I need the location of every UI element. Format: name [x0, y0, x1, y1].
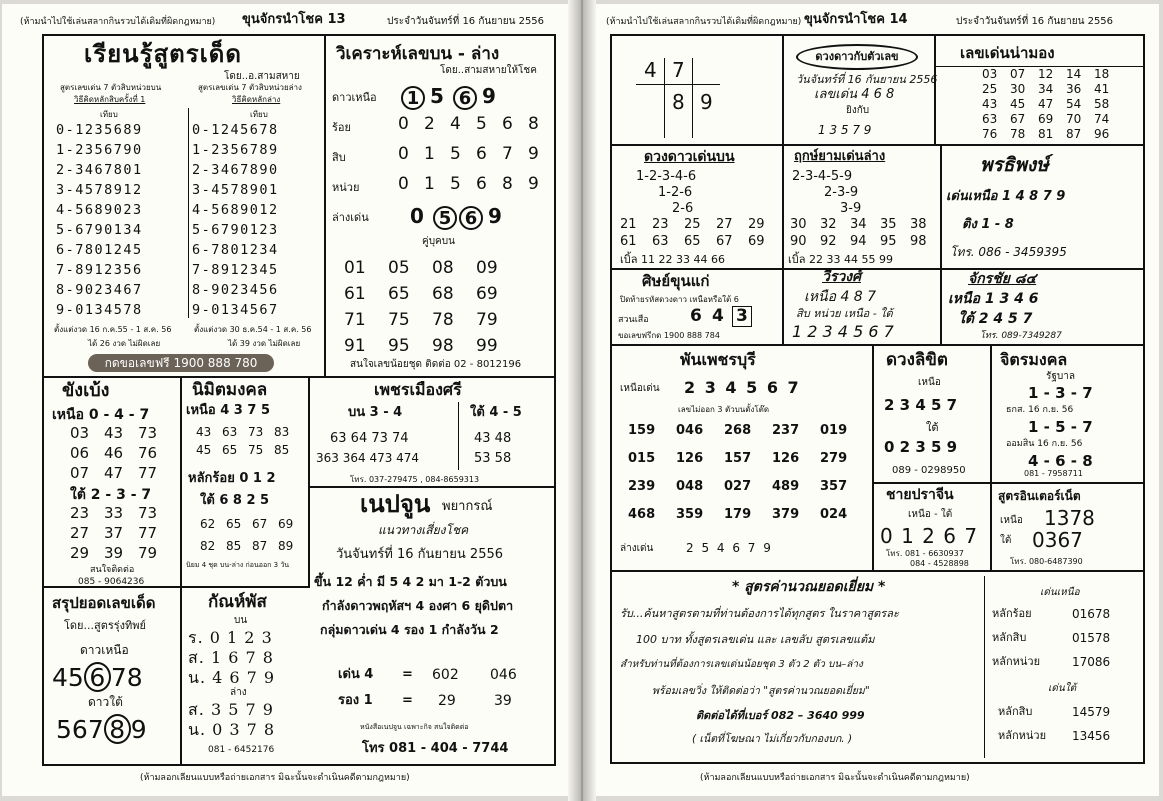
wikro-pair: 65	[388, 284, 410, 304]
chai-title: ชายปราจีน	[886, 487, 954, 503]
kang-number: 43	[104, 424, 124, 442]
duangdao-number: 63	[652, 234, 669, 249]
pun-number: 357	[820, 479, 848, 494]
srup-bottom-value: 567 8 9	[56, 715, 147, 744]
riean-title: เรียนรู้สูตรเด็ด	[84, 40, 242, 68]
riean-col1-row: 1-2356790	[56, 142, 143, 158]
kang-number: 76	[138, 444, 158, 462]
wikro-pair: 09	[476, 258, 498, 278]
pun-number: 126	[676, 451, 704, 466]
kang-number: 23	[70, 504, 90, 522]
kang-number: 37	[104, 524, 124, 542]
kan-title: กัณห์พัส	[208, 592, 267, 612]
wikro-digit: 5	[476, 114, 487, 134]
riean-col1-row: 9-0134578	[56, 302, 143, 318]
lekden-number: 18	[1094, 67, 1110, 81]
free-number-badge: กดขอเลขฟรี 1900 888 780	[88, 354, 274, 372]
riean-col1-row: 7-8912356	[56, 262, 143, 278]
riean-col2-row: 6-7801234	[192, 242, 279, 258]
lekden-number: 14	[1066, 67, 1082, 81]
lekden-number: 07	[1010, 67, 1026, 81]
duangdao-number: 67	[716, 234, 733, 249]
nimit-title: นิมิตมงคล	[192, 380, 268, 400]
kan-row: ส. 3 5 7 9	[188, 700, 274, 719]
srup-top-value: 45 6 78	[52, 663, 143, 692]
jitmong-title: จิตรมงคล	[1000, 350, 1068, 369]
duangdao-title: ดวงดาวเด่นบน	[644, 149, 735, 165]
pun-number: 489	[772, 479, 800, 494]
riean-col1-row: 6-7801245	[56, 242, 143, 258]
likhit-title: ดวงลิขิต	[886, 350, 948, 370]
wikro-digit: 5	[450, 144, 461, 164]
nimit-number: 43	[196, 425, 212, 439]
pun-number: 126	[772, 451, 800, 466]
nimit-number: 87	[252, 539, 268, 553]
wikro-pair: 78	[432, 310, 454, 330]
riean-col2-row: 2-3467890	[192, 162, 279, 178]
lekden-number: 78	[1010, 127, 1026, 141]
left-date: ประจำวันจันทร์ที่ 16 กันยายน 2556	[387, 16, 545, 27]
riean-col1-row: 0-1235689	[56, 122, 143, 138]
wikro-digit: 7	[502, 144, 513, 164]
sit-title: ศิษย์ขุนแก่	[642, 272, 710, 290]
nimit-number: 89	[278, 539, 294, 553]
nimit-number: 65	[222, 443, 238, 457]
wikro-digit: 6	[476, 144, 487, 164]
wikro-pair: 79	[476, 310, 498, 330]
lekden-number: 41	[1094, 82, 1110, 96]
book-spine	[568, 0, 596, 801]
ruek-number: 38	[910, 217, 927, 232]
duangdao-number: 61	[620, 234, 637, 249]
wikro-digit: 2	[424, 114, 435, 134]
wikro-digit: 6	[502, 114, 513, 134]
kang-number: 27	[70, 524, 90, 542]
wikro-digit: 0	[410, 204, 424, 228]
kang-number: 79	[138, 544, 158, 562]
ruek-number: 90	[790, 234, 807, 249]
lekden-number: 76	[982, 127, 998, 141]
pun-title: พันเพชรบุรี	[680, 350, 756, 369]
duangdao-number: 29	[748, 217, 765, 232]
lekden-number: 81	[1038, 127, 1054, 141]
wikro-title: วิเคราะห์เลขบน - ล่าง	[336, 44, 500, 64]
ruek-number: 98	[910, 234, 927, 249]
kang-title: ขังเบ้ง	[62, 380, 110, 401]
wikro-pair: 98	[432, 336, 454, 356]
wikro-pair: 61	[344, 284, 366, 304]
kang-number: 77	[138, 524, 158, 542]
kang-number: 39	[104, 544, 124, 562]
lekden-number: 96	[1094, 127, 1110, 141]
ruek-number: 94	[850, 234, 867, 249]
jak-title: จักรชัย ๘๔	[968, 271, 1037, 287]
riean-col1-row: 5-6790134	[56, 222, 143, 238]
nimit-number: 85	[226, 539, 242, 553]
left-footer: (ห้ามลอกเลียนแบบหรือถ่ายเอกสาร มิฉะนั้นจะดำเนินคดีตามกฎหมาย)	[140, 773, 410, 783]
pun-number: 024	[820, 507, 848, 522]
ad-title: * สูตรค่านวณยอดเยี่ยม *	[732, 579, 886, 595]
pun-number: 157	[724, 451, 752, 466]
nimit-number: 73	[248, 425, 264, 439]
pun-number: 159	[628, 423, 656, 438]
wikro-pair: 69	[476, 284, 498, 304]
wikro-pair: 01	[344, 258, 366, 278]
wikro-digit: 5	[430, 84, 444, 108]
wikro-digit: 9	[482, 84, 496, 108]
wikro-pair: 95	[388, 336, 410, 356]
wikro-pair: 05	[388, 258, 410, 278]
wikro-digit: 9	[528, 174, 539, 194]
wikro-digit: 9	[528, 144, 539, 164]
duangdao-number: 21	[620, 217, 637, 232]
pet-title: เพชรเมืองศรี	[374, 380, 462, 399]
srup-title: สรุปยอดเลขเด็ด	[52, 594, 156, 612]
nimit-number: 67	[252, 517, 268, 531]
lekden-number: 25	[982, 82, 998, 96]
riean-col2-row: 8-9023456	[192, 282, 279, 298]
ruek-number: 32	[820, 217, 837, 232]
pun-number: 379	[772, 507, 800, 522]
wikro-digit: 1	[424, 144, 435, 164]
wikro-digit: 5	[450, 174, 461, 194]
duangdao-number: 23	[652, 217, 669, 232]
wikro-digit: 1	[424, 174, 435, 194]
wikro-row-label: ร้อย	[332, 121, 351, 134]
nimit-number: 65	[226, 517, 242, 531]
riean-col2-row: 7-8912345	[192, 262, 279, 278]
wikro-pair: 08	[432, 258, 454, 278]
kang-number: 46	[104, 444, 124, 462]
nimit-number: 82	[200, 539, 216, 553]
wikro-digit: 0	[398, 144, 409, 164]
pun-number: 237	[772, 423, 800, 438]
ruek-number: 30	[790, 217, 807, 232]
nimit-number: 69	[278, 517, 294, 531]
riean-author: โดย..อ.สามสหาย	[224, 71, 300, 82]
wikro-digit: 4	[450, 114, 461, 134]
ruek-number: 92	[820, 234, 837, 249]
riean-col1-row: 2-3467801	[56, 162, 143, 178]
lekden-number: 03	[982, 67, 998, 81]
wikro-pair: 91	[344, 336, 366, 356]
riean-col1-row: 8-9023467	[56, 282, 143, 298]
lekden-number: 34	[1038, 82, 1054, 96]
pun-number: 019	[820, 423, 848, 438]
kang-number: 29	[70, 544, 90, 562]
right-footer: (ห้ามลอกเลียนแบบหรือถ่ายเอกสาร มิฉะนั้นจะดำเนินคดีตามกฎหมาย)	[700, 773, 970, 783]
lekden-number: 43	[982, 97, 998, 111]
nimit-number: 75	[248, 443, 264, 457]
wikro-digit: 0	[398, 114, 409, 134]
right-page: (ห้ามนำไปใช้เล่นสลากกินรวบได้เดิมที่ผิดกฎหมาย) ขุนจักรนำโชค 14 ประจำวันจันทร์ที่ 16 กันยายน 2556 4 7 8 9 ดวงดาวกับตัวเลข วันจันทร์ที่ 16 กันยายน 2556 เลขเด่น 4 6 8 ยิงกับ 1 3 5 7 9 เลขเด่นน่ามอง ดวงดาวเด่นบน 1-2-3-4-6 1-2-6 2-6 เบิ้ล 11 22 33 44 66 ฤกษ์ยามเด่นล่าง 2-3-4-5-9 2-3-9 3-9 เบิ้ล 22 33 44 55 99 พรธิพงษ์ เด่นเหนือ 1 4 8 7 9 ติง 1 - 8 โทร. 086 - 3459395 ศิษย์ขุนแก่ ปิดท้ายรหัสดวงดาว เหนือหรือใต้ 6 สวนเสือ 6 4 3 ขอเลขฟรีกด 1900 888 784 วีรวงศ์ เหนือ 4 8 7 สิบ หน่วย เหนือ - ใต้ 1 2 3 4 5 6 7 จักรชัย ๘๔ เหนือ 1 3 4 6 ใต้ 2 4 5 7 โทร. 089-7349287 พันเพชรบุรี เหนือเด่น 2 3 4 5 6 7 เลขไม่ออก 3 ตัวบนตั้งโต๊ด ล่างเด่น 2 5 4 6 7 9 ดวงลิขิต เหนือ 2 3 4 5 7 ใต้ 0 2 3 5 9 089 - 0298950 จิตรมงคล รัฐบาล 1 - 3 - 7 ธกส. 16 ก.ย. 56 1 - 5 - 7 ออมสิน 16 ก.ย. 56 4 - 6 - 8 081 - 7958711 ชายปราจีน เหนือ - ใต้ 0 1 2 6 7 โทร. 081 - 6630937 084 - 4528898 สูตรอินเตอร์เน็ต เหนือ 1378 ใต้ 0367 โทร. 080-6487390 * สูตรค่านวณยอดเยี่ยม * รับ...ค้นหาสูตรตามที่ท่านต้องการได้ทุกสูตร ในราคาสูตรละ 100 บาท ทั้งสูตรเลขเด่น และ เลขลับ สูตรเลขแต้ม สำหรับท่านที่ต้องการเลขเด่นน้อยชุด 3 ตัว 2 ตัว บน–ล่าง พร้อมเลขวิ่ง ให้ติดต่อว่า "สูตรค่านวณยอดเยี่ยม" ติดต่อได้ที่เบอร์ 082 – 3640 999 ( เน็ตที่โฆษณา ไม่เกี่ยวกับกองบก. ) เด่นเหนือ หลักร้อย 01678 หลักสิบ 01578 หลักหน่วย 17086 เด่นใต้ หลักสิบ 14579 หลักหน่วย 13456 (ห้ามลอกเลียนแบบหรือถ่ายเอกสาร มิฉะนั้นจะดำเนินคดีตามกฎหมาย) 03 07 12 14 18 25 30 34 36 41 43 45 47 54 58 63 67 69 70 74 76 78 81 87 96 21 23 25 27 29 61 63 65 67 69 30 32 34 35 38 90 92 94 95 98 159 046 268 237 019 015 126 157 126 279 239 048 027 489 357 468 359 179 379 024	[596, 4, 1159, 796]
wikro-digit: 0	[398, 174, 409, 194]
lekden-number: 67	[1010, 112, 1026, 126]
left-publication: ขุนจักรนำโชค 13	[242, 12, 346, 27]
sut-title: สูตรอินเตอร์เน็ต	[998, 489, 1081, 503]
lekden-number: 30	[1010, 82, 1026, 96]
kang-number: 06	[70, 444, 90, 462]
lekden-number: 54	[1066, 97, 1082, 111]
ruek-title: ฤกษ์ยามเด่นล่าง	[794, 149, 886, 164]
wikro-pair: 75	[388, 310, 410, 330]
riean-col2-row: 9-0134567	[192, 302, 279, 318]
pun-number: 179	[724, 507, 752, 522]
pun-number: 359	[676, 507, 704, 522]
wikro-pair: 71	[344, 310, 366, 330]
lekden-number: 58	[1094, 97, 1110, 111]
lekden-number: 12	[1038, 67, 1054, 81]
duang-title: ดวงดาวกับตัวเลข	[796, 44, 918, 70]
nimit-number: 85	[274, 443, 290, 457]
wikro-digit: 6	[453, 86, 477, 110]
pun-number: 268	[724, 423, 752, 438]
pun-number: 046	[676, 423, 704, 438]
pun-number: 015	[628, 451, 656, 466]
duangdao-number: 65	[684, 234, 701, 249]
kan-row: ร. 0 1 2 3	[188, 628, 273, 647]
wikro-pair: 99	[476, 336, 498, 356]
lekden-title: เลขเด่นน่ามอง	[960, 44, 1055, 62]
wikro-row-label: หน่วย	[332, 181, 360, 194]
duangdao-number: 69	[748, 234, 765, 249]
pun-number: 279	[820, 451, 848, 466]
duangdao-number: 25	[684, 217, 701, 232]
kang-number: 47	[104, 464, 124, 482]
kang-number: 73	[138, 504, 158, 522]
riean-col2-row: 0-1245678	[192, 122, 279, 138]
nepjun-title: เนปจูน	[360, 489, 431, 518]
kang-number: 73	[138, 424, 158, 442]
ruek-number: 34	[850, 217, 867, 232]
wikro-digit: 8	[502, 174, 513, 194]
lekden-number: 74	[1094, 112, 1110, 126]
wikro-digit: 6	[459, 206, 483, 230]
lekden-number: 36	[1066, 82, 1082, 96]
riean-col2-row: 4-5689012	[192, 202, 279, 218]
nimit-number: 45	[196, 443, 212, 457]
lekden-number: 70	[1066, 112, 1082, 126]
lekden-number: 87	[1066, 127, 1082, 141]
lekden-number: 69	[1038, 112, 1054, 126]
wirawong-title: วีรวงศ์	[822, 269, 861, 285]
wikro-row-label: ล่างเด่น	[332, 211, 369, 224]
wikro-row-label: ดาวเหนือ	[332, 91, 377, 104]
wikro-digit: 6	[476, 174, 487, 194]
wikro-pair: 68	[432, 284, 454, 304]
riean-col2-row: 5-6790123	[192, 222, 279, 238]
riean-col2-row: 3-4578901	[192, 182, 279, 198]
riean-col1-row: 4-5689023	[56, 202, 143, 218]
pun-number: 468	[628, 507, 656, 522]
kan-row: ส. 1 6 7 8	[188, 648, 274, 667]
ruek-number: 35	[880, 217, 897, 232]
nimit-number: 83	[274, 425, 290, 439]
pun-number: 027	[724, 479, 752, 494]
kan-row: น. 4 6 7 9	[188, 668, 276, 687]
number-grid: 4 7 8 9	[636, 58, 720, 138]
left-warning: (ห้ามนำไปใช้เล่นสลากกินรวบได้เดิมที่ผิดกฎหมาย)	[20, 17, 216, 27]
riean-col1-row: 3-4578912	[56, 182, 143, 198]
lekden-number: 45	[1010, 97, 1026, 111]
wikro-digit: 5	[433, 206, 457, 230]
lekden-number: 63	[982, 112, 998, 126]
kang-number: 33	[104, 504, 124, 522]
left-page: (ห้ามนำไปใช้เล่นสลากกินรวบได้เดิมที่ผิดกฎหมาย) ขุนจักรนำโชค 13 ประจำวันจันทร์ที่ 16 กันยายน 2556 เรียนรู้สูตรเด็ด โดย..อ.สามสหาย สูตรเลขเด่น 7 ตัวสิบหน่วยบน วิธีคิดหลักสิบครั้งที่ 1 สูตรเลขเด่น 7 ตัวสิบหน่วยล่าง วิธีคิดหลักล่าง เทียบ เทียบ ตั้งแต่งวด 16 ก.ค.55 - 1 ส.ค. 56 ได้ 26 งวด ไม่ผิดเลย ตั้งแต่งวด 30 ธ.ค.54 - 1 ส.ค. 56 ได้ 39 งวด ไม่ผิดเลย กดขอเลขฟรี 1900 888 780 วิเคราะห์เลขบน - ล่าง โดย..สามสหายให้โชค คู่บุคบน สนใจเลขน้อยชุด ติดต่อ 02 - 8012196 ขังเบ้ง เหนือ 0 - 4 - 7 ใต้ 2 - 3 - 7 สนใจติดต่อ 085 - 9064236 นิมิตมงคล เหนือ 4 3 7 5 หลักร้อย 0 1 2 ใต้ 6 8 2 5 นิยม 4 ชุด บน-ล่าง ก่อนออก 3 วัน เพชรเมืองศรี บน 3 - 4 ใต้ 4 - 5 63 64 73 74 363 364 473 474 43 48 53 58 โทร. 037-279475 , 084-8659313 เนปจูน พยากรณ์ แนวทางเสี่ยงโชค วันจันทร์ที่ 16 กันยายน 2556 ขึ้น 12 ค่ำ มี 5 4 2 มา 1-2 ตัวบน กำลังดาวพฤหัสฯ 4 องศา 6 ยุดิปตา กลุ่มดาวเด่น 4 รอง 1 กำลังวัน 2 เด่น 4 = 602 046 รอง 1 = 29 39 หนังสือเนปจูน เฉพาะกิจ สนใจติดต่อ โทร 081 - 404 - 7744 สรุปยอดเลขเด็ด โดย...สูตรรุ่งทิพย์ ดาวเหนือ 45 6 78 ดาวใต้ 567 8 9 กัณห์พัส บน ล่าง 081 - 6452176 (ห้ามลอกเลียนแบบหรือถ่ายเอกสาร มิฉะนั้นจะดำเนินคดีตามกฎหมาย) 0-1235689 1-2356790 2-3467801 3-4578912 4-5689023 5-6790134 6-7801245 7-8912356 8-9023467 9-0134578 0-1245678 1-2356789 2-3467890 3-4578901 4-5689012 5-6790123 6-7801234 7-8912345 8-9023456 9-0134567 ดาวเหนือ 1 5 6 9 ร้อย 0 2 4 5 6 8 สิบ 0 1 5 6 7 9 หน่วย 0 1 5 6 8 9 ล่างเด่น 0 5 6 9 01 05 08 09 61 65 68 69 71 75 78 79 91 95 98 99 03 43 73 06 46 76 07 47 77 23 33 73 27 37 77 29 39 79 43 63 73 83 45 65 75 85 62 65 67 69 82 85 87 89 ร. 0 1 2 3 ส. 1 6 7 8 น. 4 6 7 9 ส. 3 5 7 9 น. 0 3 7 8	[2, 4, 568, 796]
kang-number: 77	[138, 464, 158, 482]
nimit-number: 62	[200, 517, 216, 531]
prom-title: พรธิพงษ์	[980, 154, 1049, 176]
kan-row: น. 0 3 7 8	[188, 720, 276, 739]
ruek-number: 95	[880, 234, 897, 249]
lekden-number: 47	[1038, 97, 1054, 111]
wikro-digit: 1	[401, 86, 425, 110]
kang-number: 07	[70, 464, 90, 482]
duangdao-number: 27	[716, 217, 733, 232]
nimit-number: 63	[222, 425, 238, 439]
riean-col2-row: 1-2356789	[192, 142, 279, 158]
wikro-digit: 9	[488, 204, 502, 228]
wikro-digit: 8	[528, 114, 539, 134]
kang-number: 03	[70, 424, 90, 442]
pun-number: 239	[628, 479, 656, 494]
wikro-row-label: สิบ	[332, 151, 346, 164]
pun-number: 048	[676, 479, 704, 494]
